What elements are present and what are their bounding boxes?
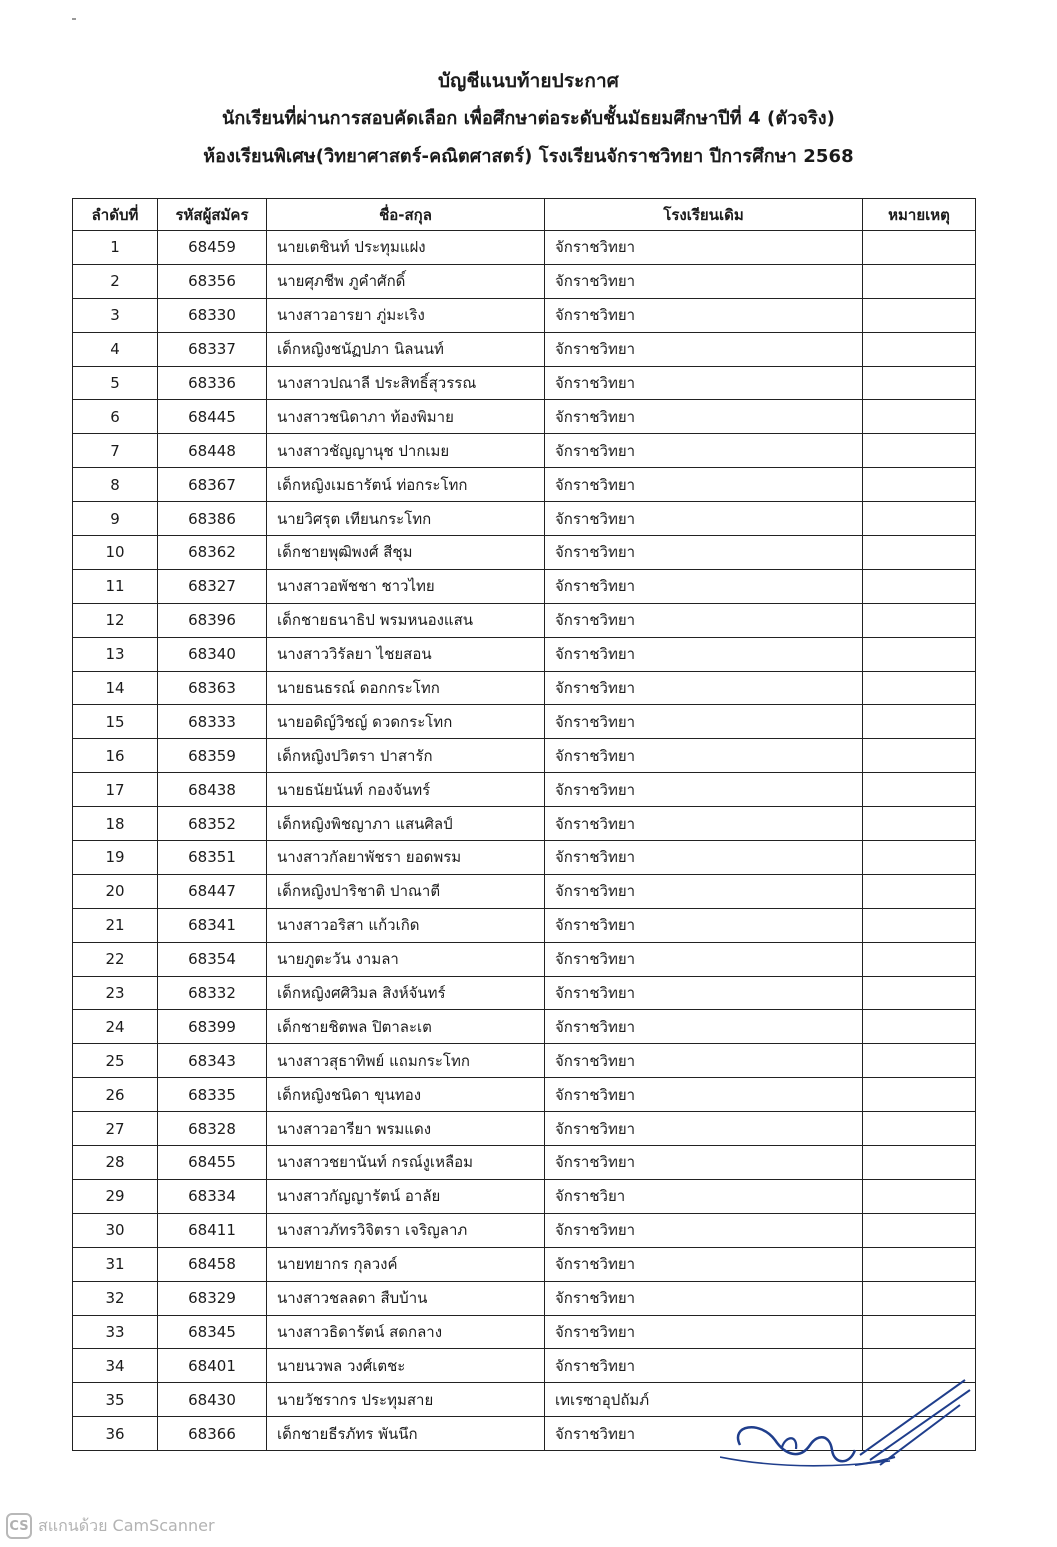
row-name: เด็กหญิงพิชญาภา แสนศิลป์ <box>267 807 545 841</box>
row-name: เด็กหญิงชนัฏปภา นิลนนท์ <box>267 332 545 366</box>
row-applicant-id: 68356 <box>158 264 267 298</box>
row-applicant-id: 68459 <box>158 231 267 265</box>
row-name: นายวิศรุต เทียนกระโทก <box>267 502 545 536</box>
row-applicant-id: 68401 <box>158 1349 267 1383</box>
row-order: 5 <box>73 366 158 400</box>
row-remark <box>863 603 976 637</box>
row-remark <box>863 1315 976 1349</box>
column-header-previous-school: โรงเรียนเดิม <box>545 199 863 231</box>
row-name: นางสาวกัลยาพัชรา ยอดพรม <box>267 841 545 875</box>
row-applicant-id: 68359 <box>158 739 267 773</box>
row-name: นางสาวอารียา พรมแดง <box>267 1112 545 1146</box>
row-applicant-id: 68332 <box>158 976 267 1010</box>
row-name: นายเตชินท์ ประทุมแฝง <box>267 231 545 265</box>
row-order: 13 <box>73 637 158 671</box>
row-applicant-id: 68447 <box>158 874 267 908</box>
row-name: นางสาววิรัลยา ไชยสอน <box>267 637 545 671</box>
row-remark <box>863 298 976 332</box>
row-applicant-id: 68340 <box>158 637 267 671</box>
row-remark <box>863 231 976 265</box>
table-row <box>73 1146 976 1180</box>
camscanner-text: สแกนด้วย CamScanner <box>38 1515 215 1535</box>
row-name: เด็กชายธีรภัทร พันนึก <box>267 1417 545 1451</box>
row-previous-school: จักราชวิทยา <box>545 434 863 468</box>
row-previous-school: จักราชวิทยา <box>545 1247 863 1281</box>
row-previous-school: จักราชวิทยา <box>545 874 863 908</box>
row-remark <box>863 637 976 671</box>
row-order: 11 <box>73 569 158 603</box>
table-row <box>73 468 976 502</box>
row-previous-school: จักราชวิทยา <box>545 1146 863 1180</box>
row-previous-school: จักราชวิทยา <box>545 1281 863 1315</box>
row-remark <box>863 874 976 908</box>
table-row <box>73 874 976 908</box>
signature-image <box>720 1365 980 1485</box>
row-previous-school: จักราชวิทยา <box>545 1044 863 1078</box>
row-remark <box>863 569 976 603</box>
table-row <box>73 773 976 807</box>
row-previous-school: จักราชวิทยา <box>545 536 863 570</box>
row-applicant-id: 68438 <box>158 773 267 807</box>
row-order: 34 <box>73 1349 158 1383</box>
row-name: นายนวพล วงศ์เตชะ <box>267 1349 545 1383</box>
table-row <box>73 1315 976 1349</box>
row-order: 33 <box>73 1315 158 1349</box>
row-applicant-id: 68337 <box>158 332 267 366</box>
row-remark <box>863 468 976 502</box>
table-row <box>73 603 976 637</box>
table-header-row <box>73 199 976 231</box>
table-row <box>73 1179 976 1213</box>
row-previous-school: จักราชวิทยา <box>545 332 863 366</box>
row-applicant-id: 68396 <box>158 603 267 637</box>
row-previous-school: จักราชวิทยา <box>545 1010 863 1044</box>
row-name: นางสาวธิดารัตน์ สดกลาง <box>267 1315 545 1349</box>
row-name: นายทยากร กุลวงค์ <box>267 1247 545 1281</box>
row-name: นางสาวอพัชชา ชาวไทย <box>267 569 545 603</box>
row-remark <box>863 1044 976 1078</box>
row-applicant-id: 68341 <box>158 908 267 942</box>
row-order: 31 <box>73 1247 158 1281</box>
header-line-3: ห้องเรียนพิเศษ(วิทยาศาสตร์-คณิตศาสตร์) โรงเรียนจักราชวิทยา ปีการศึกษา 2568 <box>203 146 854 167</box>
row-order: 14 <box>73 671 158 705</box>
table-row <box>73 841 976 875</box>
row-order: 22 <box>73 942 158 976</box>
row-name: นางสาวชลลดา สืบบ้าน <box>267 1281 545 1315</box>
row-order: 25 <box>73 1044 158 1078</box>
row-previous-school: จักราชวิทยา <box>545 807 863 841</box>
row-applicant-id: 68458 <box>158 1247 267 1281</box>
row-name: นายศุภชีพ ภูคำศักดิ์ <box>267 264 545 298</box>
row-previous-school: จักราชวิทยา <box>545 637 863 671</box>
row-name: เด็กชายชิตพล ปิตาละเต <box>267 1010 545 1044</box>
table-row <box>73 502 976 536</box>
row-name: นางสาวสุธาทิพย์ แถมกระโทก <box>267 1044 545 1078</box>
row-order: 19 <box>73 841 158 875</box>
row-remark <box>863 1247 976 1281</box>
column-header-name: ชื่อ-สกุล <box>267 199 545 231</box>
column-header-order: ลำดับที่ <box>73 199 158 231</box>
row-remark <box>863 841 976 875</box>
table-row <box>73 1010 976 1044</box>
table-row <box>73 976 976 1010</box>
row-previous-school: จักราชวิทยา <box>545 366 863 400</box>
row-order: 29 <box>73 1179 158 1213</box>
row-applicant-id: 68430 <box>158 1383 267 1417</box>
row-remark <box>863 1281 976 1315</box>
table-row <box>73 298 976 332</box>
row-remark <box>863 434 976 468</box>
row-name: นายธนัยนันท์ กองจันทร์ <box>267 773 545 807</box>
row-applicant-id: 68345 <box>158 1315 267 1349</box>
table-row <box>73 434 976 468</box>
row-order: 24 <box>73 1010 158 1044</box>
row-previous-school: จักราชวิทยา <box>545 400 863 434</box>
row-order: 10 <box>73 536 158 570</box>
table-row <box>73 264 976 298</box>
row-applicant-id: 68335 <box>158 1078 267 1112</box>
row-order: 7 <box>73 434 158 468</box>
row-previous-school: จักราชวิยา <box>545 1179 863 1213</box>
row-remark <box>863 536 976 570</box>
table-row <box>73 1281 976 1315</box>
row-order: 18 <box>73 807 158 841</box>
table-row <box>73 1078 976 1112</box>
row-name: นายภูตะวัน งามลา <box>267 942 545 976</box>
row-remark <box>863 773 976 807</box>
row-remark <box>863 1146 976 1180</box>
row-remark <box>863 739 976 773</box>
row-order: 12 <box>73 603 158 637</box>
row-order: 8 <box>73 468 158 502</box>
table-row <box>73 1247 976 1281</box>
row-order: 35 <box>73 1383 158 1417</box>
table-row <box>73 807 976 841</box>
row-remark <box>863 942 976 976</box>
row-applicant-id: 68399 <box>158 1010 267 1044</box>
table-row <box>73 637 976 671</box>
row-applicant-id: 68366 <box>158 1417 267 1451</box>
row-remark <box>863 1010 976 1044</box>
row-order: 26 <box>73 1078 158 1112</box>
row-previous-school: จักราชวิทยา <box>545 908 863 942</box>
row-remark <box>863 264 976 298</box>
row-previous-school: จักราชวิทยา <box>545 1349 863 1383</box>
row-applicant-id: 68363 <box>158 671 267 705</box>
row-order: 20 <box>73 874 158 908</box>
row-applicant-id: 68330 <box>158 298 267 332</box>
row-name: นางสาวปณาลี ประสิทธิ์สุวรรณ <box>267 366 545 400</box>
row-order: 23 <box>73 976 158 1010</box>
row-applicant-id: 68448 <box>158 434 267 468</box>
row-previous-school: จักราชวิทยา <box>545 671 863 705</box>
row-previous-school: จักราชวิทยา <box>545 603 863 637</box>
row-previous-school: จักราชวิทยา <box>545 976 863 1010</box>
column-header-applicant-id: รหัสผู้สมัคร <box>158 199 267 231</box>
row-name: นายวัชรากร ประทุมสาย <box>267 1383 545 1417</box>
row-order: 21 <box>73 908 158 942</box>
student-list-table <box>72 198 976 1451</box>
column-header-remark: หมายเหตุ <box>863 199 976 231</box>
row-remark <box>863 976 976 1010</box>
row-applicant-id: 68343 <box>158 1044 267 1078</box>
table-row <box>73 536 976 570</box>
row-applicant-id: 68367 <box>158 468 267 502</box>
row-remark <box>863 366 976 400</box>
row-name: เด็กชายธนาธิป พรมหนองแสน <box>267 603 545 637</box>
row-name: เด็กหญิงปาริชาติ ปาณาตี <box>267 874 545 908</box>
row-applicant-id: 68362 <box>158 536 267 570</box>
document-header <box>0 62 1057 176</box>
row-previous-school: เทเรซาอุปถัมภ์ <box>545 1383 863 1417</box>
row-remark <box>863 908 976 942</box>
row-remark <box>863 1078 976 1112</box>
row-order: 27 <box>73 1112 158 1146</box>
row-previous-school: จักราชวิทยา <box>545 502 863 536</box>
row-order: 6 <box>73 400 158 434</box>
table-row <box>73 400 976 434</box>
row-previous-school: จักราชวิทยา <box>545 1078 863 1112</box>
table-row <box>73 942 976 976</box>
row-applicant-id: 68455 <box>158 1146 267 1180</box>
table-row <box>73 569 976 603</box>
row-previous-school: จักราชวิทยา <box>545 569 863 603</box>
row-name: เด็กหญิงเมธารัตน์ ท่อกระโทก <box>267 468 545 502</box>
table-row <box>73 366 976 400</box>
table-row <box>73 231 976 265</box>
row-name: เด็กชายพุฒิพงศ์ สีชุม <box>267 536 545 570</box>
row-order: 16 <box>73 739 158 773</box>
row-previous-school: จักราชวิทยา <box>545 841 863 875</box>
row-previous-school: จักราชวิทยา <box>545 264 863 298</box>
row-applicant-id: 68351 <box>158 841 267 875</box>
row-applicant-id: 68328 <box>158 1112 267 1146</box>
row-name: นายอดิญ์วิชญ์ ดวดกระโทก <box>267 705 545 739</box>
row-previous-school: จักราชวิทยา <box>545 739 863 773</box>
row-remark <box>863 1213 976 1247</box>
row-name: นางสาวกัญญารัตน์ อาลัย <box>267 1179 545 1213</box>
row-name: นายธนธรณ์ ดอกกระโทก <box>267 671 545 705</box>
row-name: นางสาวชัญญานุช ปากเมย <box>267 434 545 468</box>
row-order: 1 <box>73 231 158 265</box>
row-name: นางสาวภัทรวิจิตรา เจริญลาภ <box>267 1213 545 1247</box>
table-row <box>73 739 976 773</box>
row-name: เด็กหญิงศศิวิมล สิงห์จันทร์ <box>267 976 545 1010</box>
row-remark <box>863 502 976 536</box>
row-applicant-id: 68354 <box>158 942 267 976</box>
row-order: 32 <box>73 1281 158 1315</box>
row-order: 3 <box>73 298 158 332</box>
row-previous-school: จักราชวิทยา <box>545 298 863 332</box>
camscanner-watermark <box>6 1513 215 1539</box>
table-row <box>73 332 976 366</box>
table-row <box>73 1213 976 1247</box>
row-order: 17 <box>73 773 158 807</box>
row-name: เด็กหญิงปวิตรา ปาสารัก <box>267 739 545 773</box>
row-remark <box>863 400 976 434</box>
scan-mark <box>72 18 76 20</box>
row-name: นางสาวอารยา ภู่มะเริง <box>267 298 545 332</box>
row-name: นางสาวอริสา แก้วเกิด <box>267 908 545 942</box>
row-name: เด็กหญิงชนิดา ขุนทอง <box>267 1078 545 1112</box>
row-applicant-id: 68352 <box>158 807 267 841</box>
table-row <box>73 671 976 705</box>
row-order: 9 <box>73 502 158 536</box>
row-previous-school: จักราชวิทยา <box>545 468 863 502</box>
table-row <box>73 908 976 942</box>
camscanner-icon: CS <box>6 1513 32 1539</box>
row-applicant-id: 68386 <box>158 502 267 536</box>
table-row <box>73 1112 976 1146</box>
row-remark <box>863 1179 976 1213</box>
table-row <box>73 705 976 739</box>
row-order: 2 <box>73 264 158 298</box>
row-remark <box>863 705 976 739</box>
row-previous-school: จักราชวิทยา <box>545 1112 863 1146</box>
row-name: นางสาวชยานันท์ กรณ์งูเหลือม <box>267 1146 545 1180</box>
row-previous-school: จักราชวิทยา <box>545 1417 863 1451</box>
row-remark <box>863 671 976 705</box>
row-previous-school: จักราชวิทยา <box>545 231 863 265</box>
row-remark <box>863 807 976 841</box>
row-previous-school: จักราชวิทยา <box>545 705 863 739</box>
row-remark <box>863 1112 976 1146</box>
row-order: 4 <box>73 332 158 366</box>
row-applicant-id: 68336 <box>158 366 267 400</box>
row-name: นางสาวชนิดาภา ท้องพิมาย <box>267 400 545 434</box>
table-row <box>73 1044 976 1078</box>
row-applicant-id: 68334 <box>158 1179 267 1213</box>
row-previous-school: จักราชวิทยา <box>545 1213 863 1247</box>
row-applicant-id: 68329 <box>158 1281 267 1315</box>
row-applicant-id: 68411 <box>158 1213 267 1247</box>
row-remark <box>863 332 976 366</box>
row-previous-school: จักราชวิทยา <box>545 942 863 976</box>
row-previous-school: จักราชวิทยา <box>545 773 863 807</box>
row-order: 28 <box>73 1146 158 1180</box>
row-order: 30 <box>73 1213 158 1247</box>
row-order: 15 <box>73 705 158 739</box>
row-previous-school: จักราชวิทยา <box>545 1315 863 1349</box>
header-line-1: บัญชีแนบท้ายประกาศ <box>438 70 619 92</box>
header-line-2: นักเรียนที่ผ่านการสอบคัดเลือก เพื่อศึกษาต่อระดับชั้นมัธยมศึกษาปีที่ 4 (ตัวจริง) <box>221 108 836 129</box>
row-order: 36 <box>73 1417 158 1451</box>
row-applicant-id: 68333 <box>158 705 267 739</box>
row-applicant-id: 68327 <box>158 569 267 603</box>
row-applicant-id: 68445 <box>158 400 267 434</box>
